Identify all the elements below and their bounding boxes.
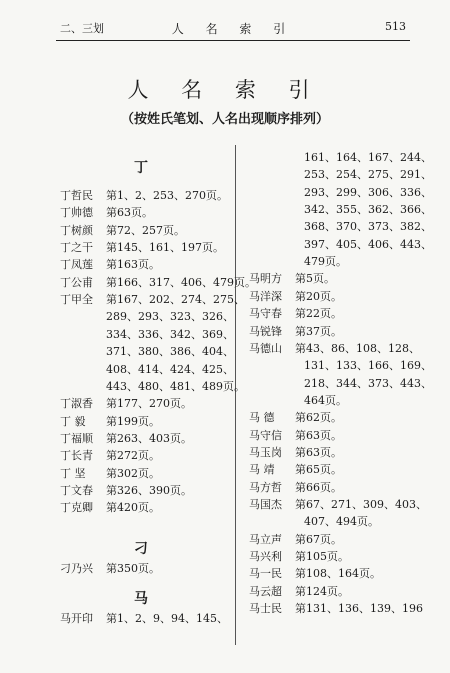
person-name: 丁长青 bbox=[60, 449, 93, 463]
page-references-continued: 218、344、373、443、 bbox=[304, 376, 432, 390]
index-entry bbox=[249, 341, 420, 356]
person-name: 丁淑香 bbox=[60, 397, 93, 411]
index-entry bbox=[60, 292, 245, 307]
person-name: 丁公甫 bbox=[60, 275, 93, 289]
person-name: 刁乃兴 bbox=[60, 562, 93, 575]
index-entry bbox=[60, 414, 160, 429]
page-references: 第1、2、9、94、145、 bbox=[106, 612, 228, 625]
page-references-continued: 397、405、406、443、 bbox=[304, 237, 432, 251]
page-references: 第167、202、274、275、 bbox=[106, 293, 245, 307]
index-entry bbox=[60, 448, 160, 463]
person-name: 丁 毅 bbox=[60, 414, 86, 428]
person-name: 马玉岗 bbox=[249, 445, 282, 459]
index-entry bbox=[249, 271, 335, 286]
index-entry bbox=[249, 532, 342, 547]
page-references-continued: 407、494页。 bbox=[304, 515, 379, 529]
page-references: 第63页。 bbox=[295, 428, 342, 442]
header-rule bbox=[56, 40, 410, 41]
index-entry bbox=[249, 462, 342, 477]
index-entry bbox=[249, 584, 349, 599]
page-references-continued: 253、254、275、291、 bbox=[304, 168, 432, 182]
page-references: 第62页。 bbox=[295, 411, 342, 425]
page-references: 第145、161、197页。 bbox=[106, 241, 224, 255]
index-entry bbox=[60, 561, 160, 576]
person-name: 马士民 bbox=[249, 602, 282, 616]
index-entry bbox=[249, 566, 381, 581]
page-references-continued: 368、370、373、382、 bbox=[304, 220, 432, 234]
page-references-continued: 371、380、386、404、 bbox=[106, 345, 234, 359]
page-references: 第43、86、108、128、 bbox=[295, 341, 420, 355]
person-name: 丁哲民 bbox=[60, 189, 93, 202]
page-references: 第350页。 bbox=[106, 562, 160, 575]
page-references-continued: 443、480、481、489页。 bbox=[106, 379, 245, 393]
page-references: 第5页。 bbox=[295, 272, 335, 286]
person-name: 丁之干 bbox=[60, 241, 93, 255]
person-name: 丁帅德 bbox=[60, 206, 93, 220]
page-references: 第199页。 bbox=[106, 414, 160, 428]
page-references: 第67、271、309、403、 bbox=[295, 498, 427, 511]
person-name: 马守信 bbox=[249, 428, 282, 442]
page-references: 第131、136、139、196 bbox=[295, 602, 423, 616]
index-entry bbox=[249, 410, 342, 425]
person-name: 马德山 bbox=[249, 341, 282, 355]
person-name: 丁 坚 bbox=[60, 466, 86, 480]
page-references-continued: 131、133、166、169、 bbox=[304, 359, 432, 373]
index-entry bbox=[249, 601, 423, 616]
person-name: 马守春 bbox=[249, 307, 282, 321]
header-title: 人 名 索 引 bbox=[171, 22, 295, 36]
index-entry bbox=[249, 428, 342, 443]
person-name: 马锐锋 bbox=[249, 324, 282, 338]
page-references: 第163页。 bbox=[106, 258, 160, 272]
person-name: 马开印 bbox=[60, 612, 93, 625]
index-entry bbox=[249, 549, 349, 564]
page-references: 第67页。 bbox=[295, 532, 342, 546]
index-entry bbox=[60, 500, 160, 515]
section-heading: 马 bbox=[134, 591, 148, 607]
page-references: 第72、257页。 bbox=[106, 223, 185, 237]
index-entry bbox=[249, 480, 342, 495]
page-references: 第1、2、253、270页。 bbox=[106, 189, 228, 202]
person-name: 马方哲 bbox=[249, 480, 282, 494]
index-entry bbox=[249, 497, 427, 512]
running-header bbox=[60, 20, 406, 36]
person-name: 马一民 bbox=[249, 567, 282, 581]
page-references: 第272页。 bbox=[106, 449, 160, 463]
person-name: 丁福顺 bbox=[60, 431, 93, 445]
page-references: 第124页。 bbox=[295, 584, 349, 598]
page-references: 第420页。 bbox=[106, 501, 160, 515]
index-entry bbox=[60, 205, 153, 220]
page-references-continued: 342、355、362、366、 bbox=[304, 203, 432, 217]
page-references-continued: 334、336、342、369、 bbox=[106, 327, 234, 341]
page-references: 第22页。 bbox=[295, 307, 342, 321]
person-name: 马 德 bbox=[249, 411, 275, 425]
person-name: 马 靖 bbox=[249, 463, 275, 477]
person-name: 丁凤莲 bbox=[60, 258, 93, 272]
person-name: 马云超 bbox=[249, 584, 282, 598]
index-entry bbox=[249, 445, 342, 460]
page-references: 第263、403页。 bbox=[106, 431, 192, 445]
person-name: 丁树颜 bbox=[60, 223, 93, 237]
page-references: 第20页。 bbox=[295, 289, 342, 303]
index-entry bbox=[249, 324, 342, 339]
person-name: 丁甲全 bbox=[60, 293, 93, 307]
page-references-continued: 479页。 bbox=[304, 255, 347, 269]
page-references: 第65页。 bbox=[295, 463, 342, 477]
page-references-continued: 289、293、323、326、 bbox=[106, 310, 234, 324]
page-references-continued: 408、414、424、425、 bbox=[106, 362, 234, 376]
page-subtitle: （按姓氏笔划、人名出现顺序排列） bbox=[120, 112, 329, 127]
page-references: 第302页。 bbox=[106, 466, 160, 480]
section-heading: 丁 bbox=[134, 160, 148, 176]
index-entry bbox=[60, 240, 224, 255]
index-entry bbox=[60, 223, 185, 238]
person-name: 马明方 bbox=[249, 272, 282, 286]
index-entry bbox=[60, 466, 160, 481]
person-name: 马洋深 bbox=[249, 289, 282, 303]
page-references: 第37页。 bbox=[295, 324, 342, 338]
index-entry bbox=[249, 289, 342, 304]
page-references: 第66页。 bbox=[295, 480, 342, 494]
page-references: 第326、390页。 bbox=[106, 483, 192, 497]
page-references: 第63页。 bbox=[106, 206, 153, 220]
page-references-continued: 464页。 bbox=[304, 393, 347, 407]
index-entry bbox=[60, 188, 228, 203]
page-references-continued: 161、164、167、244、 bbox=[304, 151, 432, 164]
page-references: 第108、164页。 bbox=[295, 567, 381, 581]
index-entry bbox=[60, 396, 192, 411]
page-references-continued: 293、299、306、336、 bbox=[304, 185, 432, 199]
page-title: 人 名 索 引 bbox=[127, 78, 323, 102]
index-entry bbox=[60, 257, 160, 272]
person-name: 丁克卿 bbox=[60, 501, 93, 515]
column-divider bbox=[235, 145, 236, 645]
person-name: 马兴利 bbox=[249, 550, 282, 564]
index-entry bbox=[60, 483, 192, 498]
index-entry bbox=[60, 275, 256, 290]
index-entry bbox=[60, 431, 192, 446]
person-name: 丁文春 bbox=[60, 483, 93, 497]
page-references: 第63页。 bbox=[295, 445, 342, 459]
header-section: 二、三划 bbox=[60, 22, 104, 35]
index-entry bbox=[60, 611, 228, 626]
page-references: 第177、270页。 bbox=[106, 397, 192, 411]
page-references: 第105页。 bbox=[295, 550, 349, 564]
index-entry bbox=[249, 306, 342, 321]
page-number: 513 bbox=[385, 20, 406, 33]
section-heading: 刁 bbox=[134, 541, 148, 557]
page-references: 第166、317、406、479页。 bbox=[106, 275, 256, 289]
person-name: 马国杰 bbox=[249, 498, 282, 511]
person-name: 马立声 bbox=[249, 532, 282, 546]
